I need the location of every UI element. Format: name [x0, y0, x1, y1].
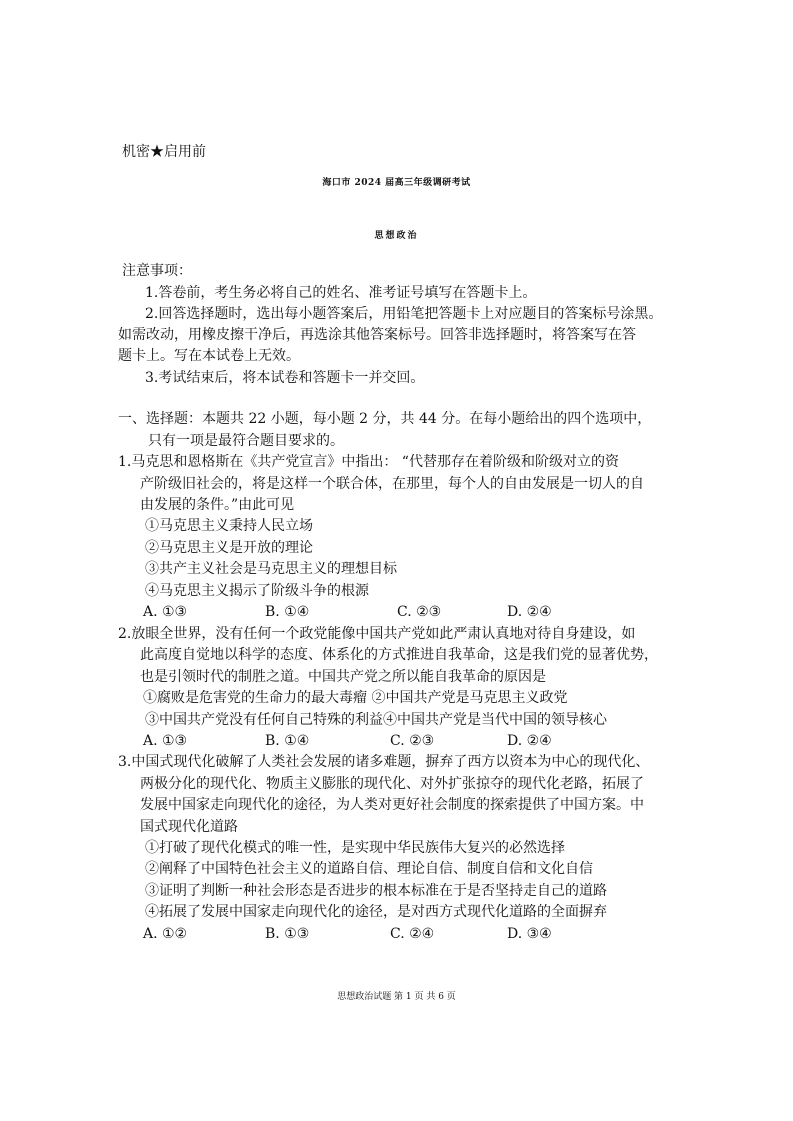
- section-heading-line-1: 一、选择题：本题共 22 小题，每小题 2 分，共 44 分。在每小题给出的四个选项中，: [118, 411, 652, 427]
- q1-stem-line-1: 1.马克思和恩格斯在《共产党宣言》中指出： “代替那存在着阶级和阶级对立的资: [118, 454, 619, 470]
- q3-statement-1: ①打破了现代化模式的唯一性，是实现中华民族伟大复兴的必然选择: [145, 840, 565, 856]
- q2-statements-1-2: ①腐败是危害党的生命力的最大毒瘤 ②中国共产党是马克思主义政党: [143, 690, 568, 706]
- note-2-line-3: 题卡上。写在本试卷上无效。: [118, 348, 300, 364]
- note-1: 1.答卷前，考生务必将自己的姓名、准考证号填写在答题卡上。: [145, 285, 537, 301]
- section-heading-line-2: 只有一项是最符合题目要求的。: [148, 433, 344, 449]
- q3-option-c: C. ②④: [390, 926, 435, 942]
- q1-option-a: A. ①③: [143, 604, 188, 620]
- q3-stem-line-1: 3.中国式现代化破解了人类社会发展的诸多难题，摒弃了西方以资本为中心的现代化、: [118, 754, 650, 770]
- q3-stem-line-2: 两极分化的现代化、物质主义膨胀的现代化、对外扩张掠夺的现代化老路，拓展了: [140, 776, 644, 792]
- q1-option-c: C. ②③: [397, 604, 442, 620]
- q3-option-b: B. ①③: [265, 926, 310, 942]
- q2-stem-line-1: 2.放眼全世界，没有任何一个政党能像中国共产党如此严肃认真地对待自身建设，如: [118, 626, 636, 642]
- q1-stem-line-3: 由发展的条件。”由此可见: [140, 497, 295, 513]
- q3-statement-3: ③证明了判断一种社会形态是否进步的根本标准在于是否坚持走自己的道路: [145, 883, 607, 899]
- q2-option-d: D. ②④: [507, 733, 552, 749]
- q1-statement-2: ②马克思主义是开放的理论: [145, 540, 313, 556]
- q1-option-b: B. ①④: [265, 604, 310, 620]
- notes-title: 注意事项：: [122, 263, 192, 279]
- q2-stem-line-3: 也是引领时代的制胜之道。中国共产党之所以能自我革命的原因是: [140, 669, 546, 685]
- q2-statements-3-4: ③中国共产党没有任何自己特殊的利益④中国共产党是当代中国的领导核心: [145, 712, 607, 728]
- q2-stem-line-2: 此高度自觉地以科学的态度、体系化的方式推进自我革命，这是我们党的显著优势，: [140, 647, 658, 663]
- q3-option-a: A. ①②: [143, 926, 188, 942]
- q2-option-a: A. ①③: [143, 733, 188, 749]
- q1-stem-line-2: 产阶级旧社会的，将是这样一个联合体，在那里，每个人的自由发展是一切人的自: [140, 476, 644, 492]
- q3-option-d: D. ③④: [507, 926, 552, 942]
- q3-statement-2: ②阐释了中国特色社会主义的道路自信、理论自信、制度自信和文化自信: [145, 861, 593, 877]
- q3-stem-line-4: 国式现代化道路: [140, 819, 238, 835]
- note-2-line-2: 如需改动，用橡皮擦干净后，再选涂其他答案标号。回答非选择题时，将答案写在答: [118, 327, 636, 343]
- note-2-line-1: 2.回答选择题时，选出每小题答案后，用铅笔把答题卡上对应题目的答案标号涂黑。: [145, 306, 663, 322]
- q1-statement-3: ③共产主义社会是马克思主义的理想目标: [145, 561, 397, 577]
- q1-option-d: D. ②④: [507, 604, 552, 620]
- q2-option-b: B. ①④: [265, 733, 310, 749]
- note-3: 3.考试结束后，将本试卷和答题卡一并交回。: [145, 370, 425, 386]
- confidential-mark: 机密★启用前: [122, 144, 206, 160]
- exam-title: 海口市 2024 届高三年级调研考试: [322, 178, 471, 188]
- q1-statement-4: ④马克思主义揭示了阶级斗争的根源: [145, 583, 369, 599]
- subject-title: 思想政治: [374, 231, 419, 241]
- q2-option-c: C. ②③: [390, 733, 435, 749]
- q3-stem-line-3: 发展中国家走向现代化的途径，为人类对更好社会制度的探索提供了中国方案。中: [140, 797, 644, 813]
- page-footer: 思想政治试题 第 1 页 共 6 页: [337, 992, 456, 1002]
- q1-statement-1: ①马克思主义秉持人民立场: [145, 518, 313, 534]
- q3-statement-4: ④拓展了发展中国家走向现代化的途径，是对西方式现代化道路的全面摒弃: [145, 904, 607, 920]
